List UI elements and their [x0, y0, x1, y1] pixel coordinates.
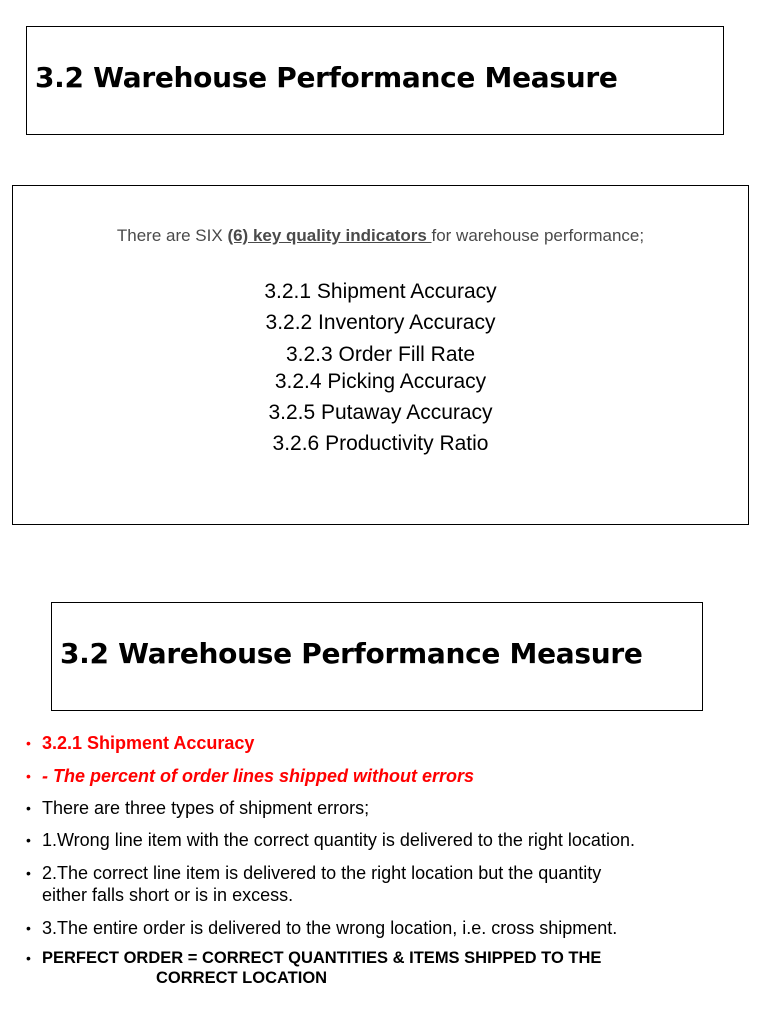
intro-highlight: (6) key quality indicators [227, 226, 432, 245]
bullet-text: 2.The correct line item is delivered to the right location but the quantity [42, 863, 602, 883]
slide-2-title: 3.2 Warehouse Performance Measure [60, 637, 643, 670]
bullet-text: 1.Wrong line item with the correct quantity is delivered to the right location. [42, 830, 635, 850]
slide-1-title-box [26, 26, 724, 135]
indicators-box [12, 185, 749, 525]
intro-prefix: There are SIX [116, 226, 228, 245]
intro-text [13, 226, 748, 246]
bullet-text: PERFECT ORDER = CORRECT QUANTITIES & ITEMS SHIPPED TO THE [42, 949, 602, 967]
indicator-item: 3.2.3 Order Fill Rate [285, 343, 476, 366]
slide-1-title: 3.2 Warehouse Performance Measure [35, 61, 618, 94]
bullet-text: either falls short or is in excess. [42, 885, 294, 905]
indicator-item: 3.2.4 Picking Accuracy [274, 370, 487, 393]
slide-2-title-box [51, 602, 703, 711]
bullet-text: - The percent of order lines shipped without errors [42, 766, 475, 786]
bullet-text: 3.The entire order is delivered to the wrong location, i.e. cross shipment. [42, 918, 618, 938]
indicator-item: 3.2.5 Putaway Accuracy [268, 401, 493, 424]
bullet-text: CORRECT LOCATION [156, 969, 328, 987]
indicator-item: 3.2.6 Productivity Ratio [272, 432, 489, 455]
indicator-item: 3.2.1 Shipment Accuracy [264, 280, 497, 303]
indicator-item: 3.2.2 Inventory Accuracy [265, 311, 496, 334]
bullet-text: 3.2.1 Shipment Accuracy [42, 733, 255, 753]
bullet-text: There are three types of shipment errors; [42, 798, 370, 818]
intro-suffix: for warehouse performance; [431, 226, 645, 245]
